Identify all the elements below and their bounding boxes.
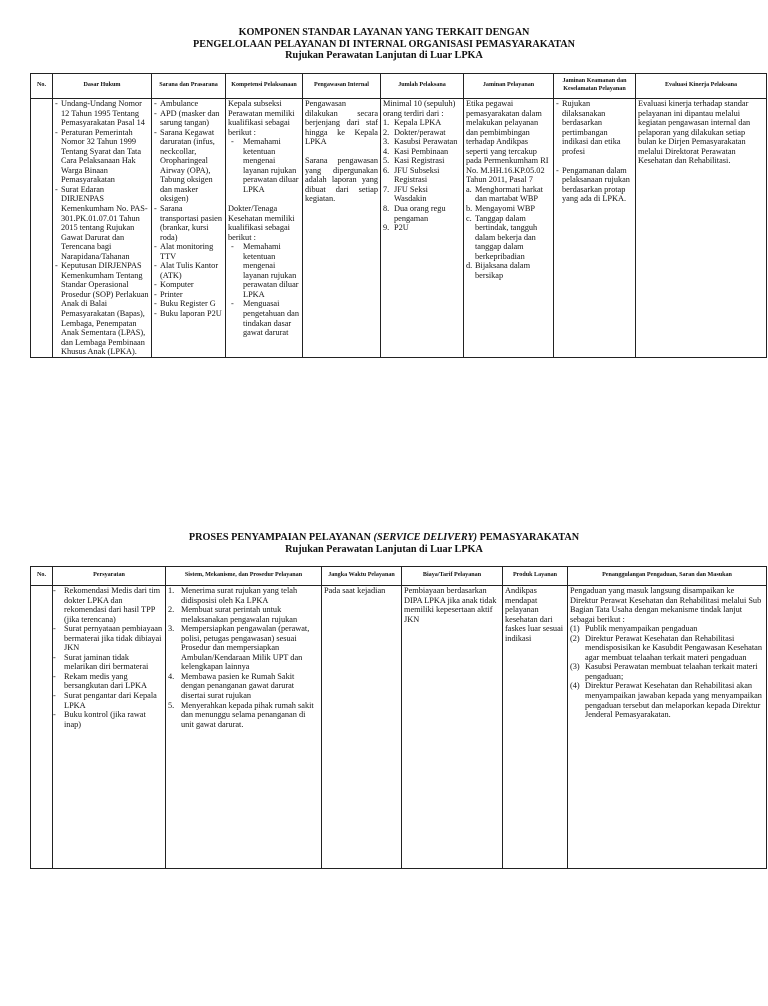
kompetensi-kasubsi-intro: Kepala subseksi Perawatan memiliki kualifikasi sebagai berikut :: [228, 99, 295, 137]
list-item: - Komputer: [154, 280, 223, 290]
section2-subtitle: Rujukan Perawatan Lanjutan di Luar LPKA: [285, 543, 483, 555]
header-no: No.: [31, 74, 53, 99]
header-jumlah: Jumlah Pelaksana: [381, 74, 464, 99]
header-pengawasan: Pengawasan Internal: [303, 74, 381, 99]
list-item: - Memahami ketentuan mengenai layanan rujukan perawatan diluar LPKA: [231, 242, 300, 299]
cell-persyaratan: [53, 586, 166, 869]
list-item: 9. P2U: [383, 223, 409, 233]
list-item: - Buku kontrol (jika rawat inap): [53, 710, 163, 729]
list-item: - Pengamanan dalam pelaksanaan rujukan berdasarkan protap yang ada di LPKA.: [556, 166, 633, 204]
table-row: [31, 586, 767, 869]
biaya-text: Pembiayaan berdasarkan DIPA LPKA jika anak tidak memiliki kepesertaan aktif JKN: [404, 586, 497, 624]
list-item: 5. Menyerahkan kepada pihak rumah sakit dan menunggu selama penanganan di unit gawat darurat.: [168, 700, 314, 729]
list-item: 3. Mempersiapkan pengawalan (perawat, polisi, petugas pengawasan) sesuai Prosedur dan mempersiapkan Ambulan/Kendaraan Milik UPT dan kelengkapan lainnya: [168, 624, 310, 672]
header-evaluasi: Evaluasi Kinerja Pelaksana: [636, 74, 767, 99]
list-item: - Keputusan DIRJENPAS Kemenkumham Tentang Standar Operasional Prosedur (SOP) Perlakuan Anak di Balai Pemasyarakatan (Bapas), Lembaga, Penempatan Anak Sementara (LPAS), dan Lembaga Pembinaan Khusus Anak (LPKA).: [55, 261, 149, 356]
list-item: (1) Publik menyampaikan pengaduan: [570, 624, 698, 634]
list-item: - Sarana transportasi pasien (brankar, kursi roda): [154, 204, 223, 242]
list-item: - Rekomendasi Medis dari tim dokter LPKA dan rekomendasi dari hasil TPP (jika terencana): [53, 586, 163, 624]
section2-title-line1: PROSES PENYAMPAIAN PELAYANAN (SERVICE DELIVERY) PEMASYARAKATAN: [188, 532, 580, 543]
header-jaminan-pelayanan: Jaminan Pelayanan: [464, 74, 554, 99]
list-item: - Undang-Undang Nomor 12 Tahun 1995 Tentang Pemasyarakatan Pasal 14: [55, 99, 149, 128]
list-item: 5. Kasi Registrasi: [383, 156, 445, 166]
list-item: 6. JFU Subseksi Registrasi: [383, 165, 440, 185]
service-components-table: [30, 73, 767, 358]
jangka-waktu-text: Pada saat kejadian: [324, 586, 386, 595]
list-item: - APD (masker dan sarung tangan): [154, 109, 223, 128]
cell-produk: [503, 586, 568, 869]
list-item: (4) Direktur Perawat Kesehatan dan Rehabilitasi akan menyampaikan jawaban kepada yang menyampaikan pengaduan tersebut dan melaporkan kepada Direktur Jenderal Pemasyarakatan.: [570, 681, 762, 720]
pengaduan-intro: Pengaduan yang masuk langsung disampaikan ke Direktur Perawat Kesehatan dan Rehabilitasi melalui Sub Bagian Tata Usaha dengan mekanisme tindak lanjut sebagai berikut :: [570, 586, 762, 624]
kompetensi-dokter-intro: Dokter/Tenaga Kesehatan memiliki kualifikasi sebagai berikut :: [228, 203, 295, 242]
section1-title-line2: PENGELOLAAN PELAYANAN DI INTERNAL ORGANISASI PEMASYARAKATAN: [193, 38, 575, 50]
cell-no: [31, 99, 53, 358]
list-item: - Buku Register G: [154, 299, 223, 309]
section2-title: [0, 532, 768, 555]
list-item: d. Bijaksana dalam bersikap: [466, 261, 531, 280]
cell-pengawasan: [303, 99, 381, 358]
header-row: [31, 74, 767, 99]
cell-sarana: [152, 99, 226, 358]
cell-evaluasi: [636, 99, 767, 358]
cell-no: [31, 586, 53, 869]
header-prosedur: Sistem, Mekanisme, dan Prosedur Pelayanan: [166, 567, 322, 586]
table-row: [31, 99, 767, 358]
header-jangka-waktu: Jangka Waktu Pelayanan: [322, 567, 402, 586]
list-item: - Alat Tulis Kantor (ATK): [154, 261, 223, 280]
pengawasan-text-2: Sarana pengawasan yang dipergunakan adalah laporan yang dibuat dari setiap kegiatan.: [305, 156, 378, 204]
header-produk: Produk Layanan: [503, 567, 568, 586]
list-item: 4. Kasi Pembinaan: [383, 146, 449, 156]
list-item: 8. Dua orang regu pengaman: [383, 204, 446, 223]
evaluasi-text: Evaluasi kinerja terhadap standar pelayanan ini dipantau melalui kegiatan pengawasan internal dan pelaporan yang dilakukan setiap bulan ke Dirjen Pemasyarakatan melalui Direktorat Perawatan Kesehatan dan Rehabilitasi.: [638, 99, 751, 166]
cell-biaya: [402, 586, 503, 869]
list-item: (2) Direktur Perawat Kesehatan dan Rehabilitasi mendisposisikan ke Kasubdit Pengawasan Kesehatan agar membuat telaahan terkait materi pengaduan: [570, 633, 762, 662]
cell-jangka-waktu: [322, 586, 402, 869]
list-item: - Ambulance: [154, 99, 223, 109]
list-item: 2. Membuat surat perintah untuk melaksanakan pengawalan rujukan: [168, 605, 298, 624]
list-item: 2. Dokter/perawat: [383, 127, 446, 137]
header-no: No.: [31, 567, 53, 586]
list-item: 1. Kepala LPKA: [383, 118, 442, 128]
list-item: - Rekam medis yang bersangkutan dari LPKA: [53, 672, 163, 691]
section1-title-line1: KOMPONEN STANDAR LAYANAN YANG TERKAIT DENGAN: [238, 27, 530, 38]
list-item: (3) Kasubsi Perawatan membuat telaahan terkait materi pengaduan;: [570, 662, 758, 681]
cell-jaminan-pelayanan: [464, 99, 554, 358]
list-item: - Surat jaminan tidak melarikan diri bermaterai: [53, 653, 163, 672]
list-item: c. Tanggap dalam bertindak, tangguh dalam bekerja dan tanggap dalam berkepribadian: [466, 213, 538, 261]
list-item: - Surat pengantar dari Kepala LPKA: [53, 691, 163, 710]
service-delivery-table: [30, 566, 767, 869]
list-item: - Sarana Kegawat daruratan (infus, neckcollar, Oropharingeal Airway (OPA), Tabung oksigen dan masker oksigen): [154, 128, 223, 204]
list-item: - Surat Edaran DIRJENPAS Kemenkumham No. PAS-301.PK.01.07.01 Tahun 2015 tentang Rujukan Gawat Darurat dan Terencana bagi Narapidana/Tahanan: [55, 185, 149, 261]
list-item: 3. Kasubsi Perawatan: [383, 137, 458, 147]
header-kompetensi: Kompetensi Pelaksanaan: [226, 74, 303, 99]
jumlah-intro: Minimal 10 (sepuluh) orang terdiri dari :: [383, 99, 456, 118]
list-item: - Surat pernyataan pembiayaan bermaterai jika tidak dibiayai JKN: [53, 624, 163, 653]
section1-title: [0, 27, 768, 62]
produk-text: Andikpas mendapat pelayanan kesehatan dari faskes luar sesuai indikasi: [505, 586, 564, 643]
header-biaya: Biaya/Tarif Pelayanan: [402, 567, 503, 586]
header-dasar-hukum: Dasar Hukum: [53, 74, 152, 99]
cell-kompetensi: [226, 99, 303, 358]
list-item: - Buku laporan P2U: [154, 309, 223, 319]
jaminan-intro: Etika pegawai pemasyarakatan dalam melakukan pelayanan dan pembimbingan terhadap Andikpas seperti yang tercakup pada Permenkumham RI No. M.HH.16.KP.05.02 Tahun 2011, Pasal 7: [466, 99, 549, 185]
list-item: - Peraturan Pemerintah Nomor 32 Tahun 1999 Tentang Syarat dan Tata Cara Pelaksanaan Hak Warga Binaan Pemasyarakatan: [55, 128, 149, 185]
cell-dasar-hukum: [53, 99, 152, 358]
list-item: - Memahami ketentuan mengenai layanan rujukan perawatan diluar LPKA: [231, 137, 300, 194]
header-sarana: Sarana dan Prasarana: [152, 74, 226, 99]
pengawasan-text-1: Pengawasan dilakukan secara berjenjang dari staf hingga ke Kepala LPKA: [305, 99, 378, 147]
header-jaminan-keamanan: Jaminan Keamanan dan Keselamatan Pelayanan: [554, 74, 636, 99]
list-item: - Alat monitoring TTV: [154, 242, 223, 261]
cell-prosedur: [166, 586, 322, 869]
cell-jumlah: [381, 99, 464, 358]
header-persyaratan: Persyaratan: [53, 567, 166, 586]
list-item: 4. Membawa pasien ke Rumah Sakit dengan penanganan gawat darurat disertai surat rujukan: [168, 671, 295, 701]
cell-jaminan-keamanan: [554, 99, 636, 358]
list-item: 7. JFU Seksi Wasdakin: [383, 184, 428, 204]
list-item: b. Mengayomi WBP: [466, 204, 535, 214]
list-item: a. Menghormati harkat dan martabat WBP: [466, 184, 543, 204]
list-item: - Printer: [154, 290, 223, 300]
header-row: [31, 567, 767, 586]
section1-subtitle: Rujukan Perawatan Lanjutan di Luar LPKA: [285, 50, 483, 61]
cell-pengaduan: [568, 586, 767, 869]
header-pengaduan: Penanggulangan Pengaduan, Saran dan Masukan: [568, 567, 767, 586]
list-item: - Rujukan dilaksanakan berdasarkan pertimbangan indikasi dan etika profesi: [556, 99, 633, 156]
list-item: - Menguasai pengetahuan dan tindakan dasar gawat darurat: [231, 299, 300, 337]
list-item: 1. Menerima surat rujukan yang telah didisposisi oleh Ka LPKA: [168, 586, 298, 605]
